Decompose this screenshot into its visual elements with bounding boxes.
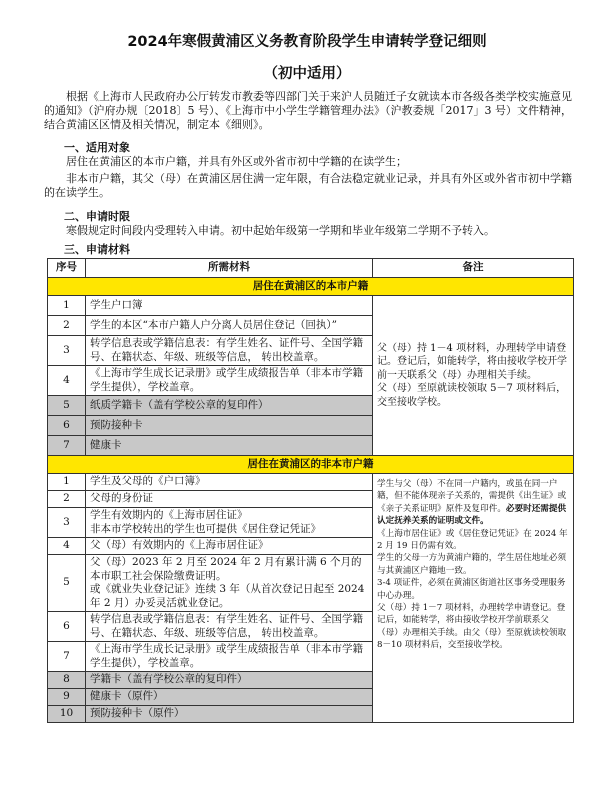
- group-2-title-row: [48, 456, 574, 474]
- row-number: 8: [48, 672, 86, 689]
- row-number: 3: [48, 336, 86, 366]
- row-number: 5: [48, 555, 86, 612]
- row-material: 纸质学籍卡（盖有学校公章的复印件）: [86, 396, 373, 416]
- section-2-heading: 二、申请时限: [64, 210, 130, 223]
- row-material: 转学信息表或学籍信息表：有学生姓名、证件号、全国学籍号、在籍状态、年级、班级等信息， 转出校盖章。: [86, 612, 373, 642]
- row-material: 父（母）2023 年 2 月至 2024 年 2 月有累计满 6 个月的本市职工社会保险缴费证明。 或《就业失业登记证》连续 3 年（从首次登记日起至 2024 年 2 月）办妥灵活就业登记。: [86, 555, 373, 612]
- row-number: 5: [48, 396, 86, 416]
- row-number: 4: [48, 366, 86, 396]
- header-materials: 所需材料: [86, 259, 373, 278]
- table-row: [48, 296, 574, 316]
- section-2-text: 寒假规定时间段内受理转入申请。初中起始年级第一学期和毕业年级第二学期不予转入。: [66, 224, 495, 237]
- row-number: 6: [48, 416, 86, 436]
- section-1-heading: 一、适用对象: [64, 141, 130, 154]
- row-number: 6: [48, 612, 86, 642]
- group-1-note: 父（母）持 1－4 项材料，办理转学申请登记。登记后，如能转学，将由接收学校开学前一天联系父（母）办理相关手续。 父（母）至原就读校领取 5－7 项材料后，交至接收学校。: [373, 296, 574, 456]
- row-number: 3: [48, 508, 86, 538]
- document-title: 2024年寒假黄浦区义务教育阶段学生申请转学登记细则: [127, 34, 487, 50]
- row-number: 2: [48, 316, 86, 336]
- section-1-item-2: 非本市户籍，其父（母）在黄浦区居住满一定年限，有合法稳定就业记录，并具有外区或外省市初中学籍的在读学生。: [44, 172, 572, 199]
- group-2-note-part-a: 学生与父（母）不在同一户籍内，或虽在同一户籍，但不能体现亲子关系的，需提供《出生证》或《亲子关系证明》原件及复印件。: [377, 479, 567, 514]
- materials-table: [47, 258, 574, 723]
- row-number: 1: [48, 474, 86, 491]
- row-number: 10: [48, 706, 86, 723]
- row-material: 学籍卡（盖有学校公章的复印件）: [86, 672, 373, 689]
- row-material: 学生有效期内的《上海市居住证》 非本市学校转出的学生也可提供《居住登记凭证》: [86, 508, 373, 538]
- group-2-note-part-b: 《上海市居住证》或《居住登记凭证》在 2024 年 2 月 19 日仍需有效。 学生的父母一方为黄浦户籍的，学生居住地址必须与其黄浦区户籍地一致。 3-4 项证件，必须在黄浦区街道社区事务受理服务中心办理。 父（母）持 1－7 项材料，办理转学申请登记。登记后，如能转学，将由接收学校开学前联系父（母）办理相关手续。由父（母）至原就读校领取 8－10 项材料后，交至接收学校。: [377, 528, 568, 651]
- row-number: 1: [48, 296, 86, 316]
- row-material: 学生户口簿: [86, 296, 373, 316]
- row-material: 预防接种卡（原件）: [86, 706, 373, 723]
- table-row: [48, 474, 574, 491]
- row-material: 《上海市学生成长记录册》或学生成绩报告单（非本市学籍学生提供），学校盖章。: [86, 642, 373, 672]
- row-material: 《上海市学生成长记录册》或学生成绩报告单（非本市学籍学生提供），学校盖章。: [86, 366, 373, 396]
- intro-paragraph: 根据《上海市人民政府办公厅转发市教委等四部门关于来沪人员随迁子女就读本市各级各类学校实施意见的通知》（沪府办规〔2018〕5 号）、《上海市中小学生学籍管理办法》（沪教委规「2017」3 号）文件精神，结合黄浦区区情及相关情况，制定本《细则》。: [44, 90, 572, 131]
- row-material: 父母的身份证: [86, 491, 373, 508]
- row-material: 学生的本区“本市户籍人户分离人员居住登记（回执）”: [86, 316, 373, 336]
- section-1-item-1: 居住在黄浦区的本市户籍，并具有外区或外省市初中学籍的在读学生；: [66, 155, 407, 168]
- row-material: 转学信息表或学籍信息表：有学生姓名、证件号、全国学籍号、在籍状态、年级、班级等信息， 转出校盖章。: [86, 336, 373, 366]
- group-1-title-row: [48, 278, 574, 296]
- row-number: 7: [48, 436, 86, 456]
- section-3-heading: 三、申请材料: [64, 243, 130, 256]
- row-material: 父（母）有效期内的《上海市居住证》: [86, 538, 373, 555]
- row-number: 4: [48, 538, 86, 555]
- header-number: 序号: [48, 259, 86, 278]
- row-number: 7: [48, 642, 86, 672]
- group-1-title: 居住在黄浦区的本市户籍: [48, 278, 574, 296]
- row-material: 预防接种卡: [86, 416, 373, 436]
- row-number: 9: [48, 689, 86, 706]
- document-subtitle: （初中适用）: [263, 66, 351, 82]
- group-2-title: 居住在黄浦区的非本市户籍: [48, 456, 574, 474]
- row-material: 学生及父母的《户口簿》: [86, 474, 373, 491]
- row-number: 2: [48, 491, 86, 508]
- row-material: 健康卡: [86, 436, 373, 456]
- group-2-note: [373, 474, 574, 723]
- header-notes: 备注: [373, 259, 574, 278]
- group-2-note-bold: 必要时还需提供认定抚养关系的证明或文件。: [377, 503, 567, 527]
- row-material: 健康卡（原件）: [86, 689, 373, 706]
- table-header-row: [48, 259, 574, 278]
